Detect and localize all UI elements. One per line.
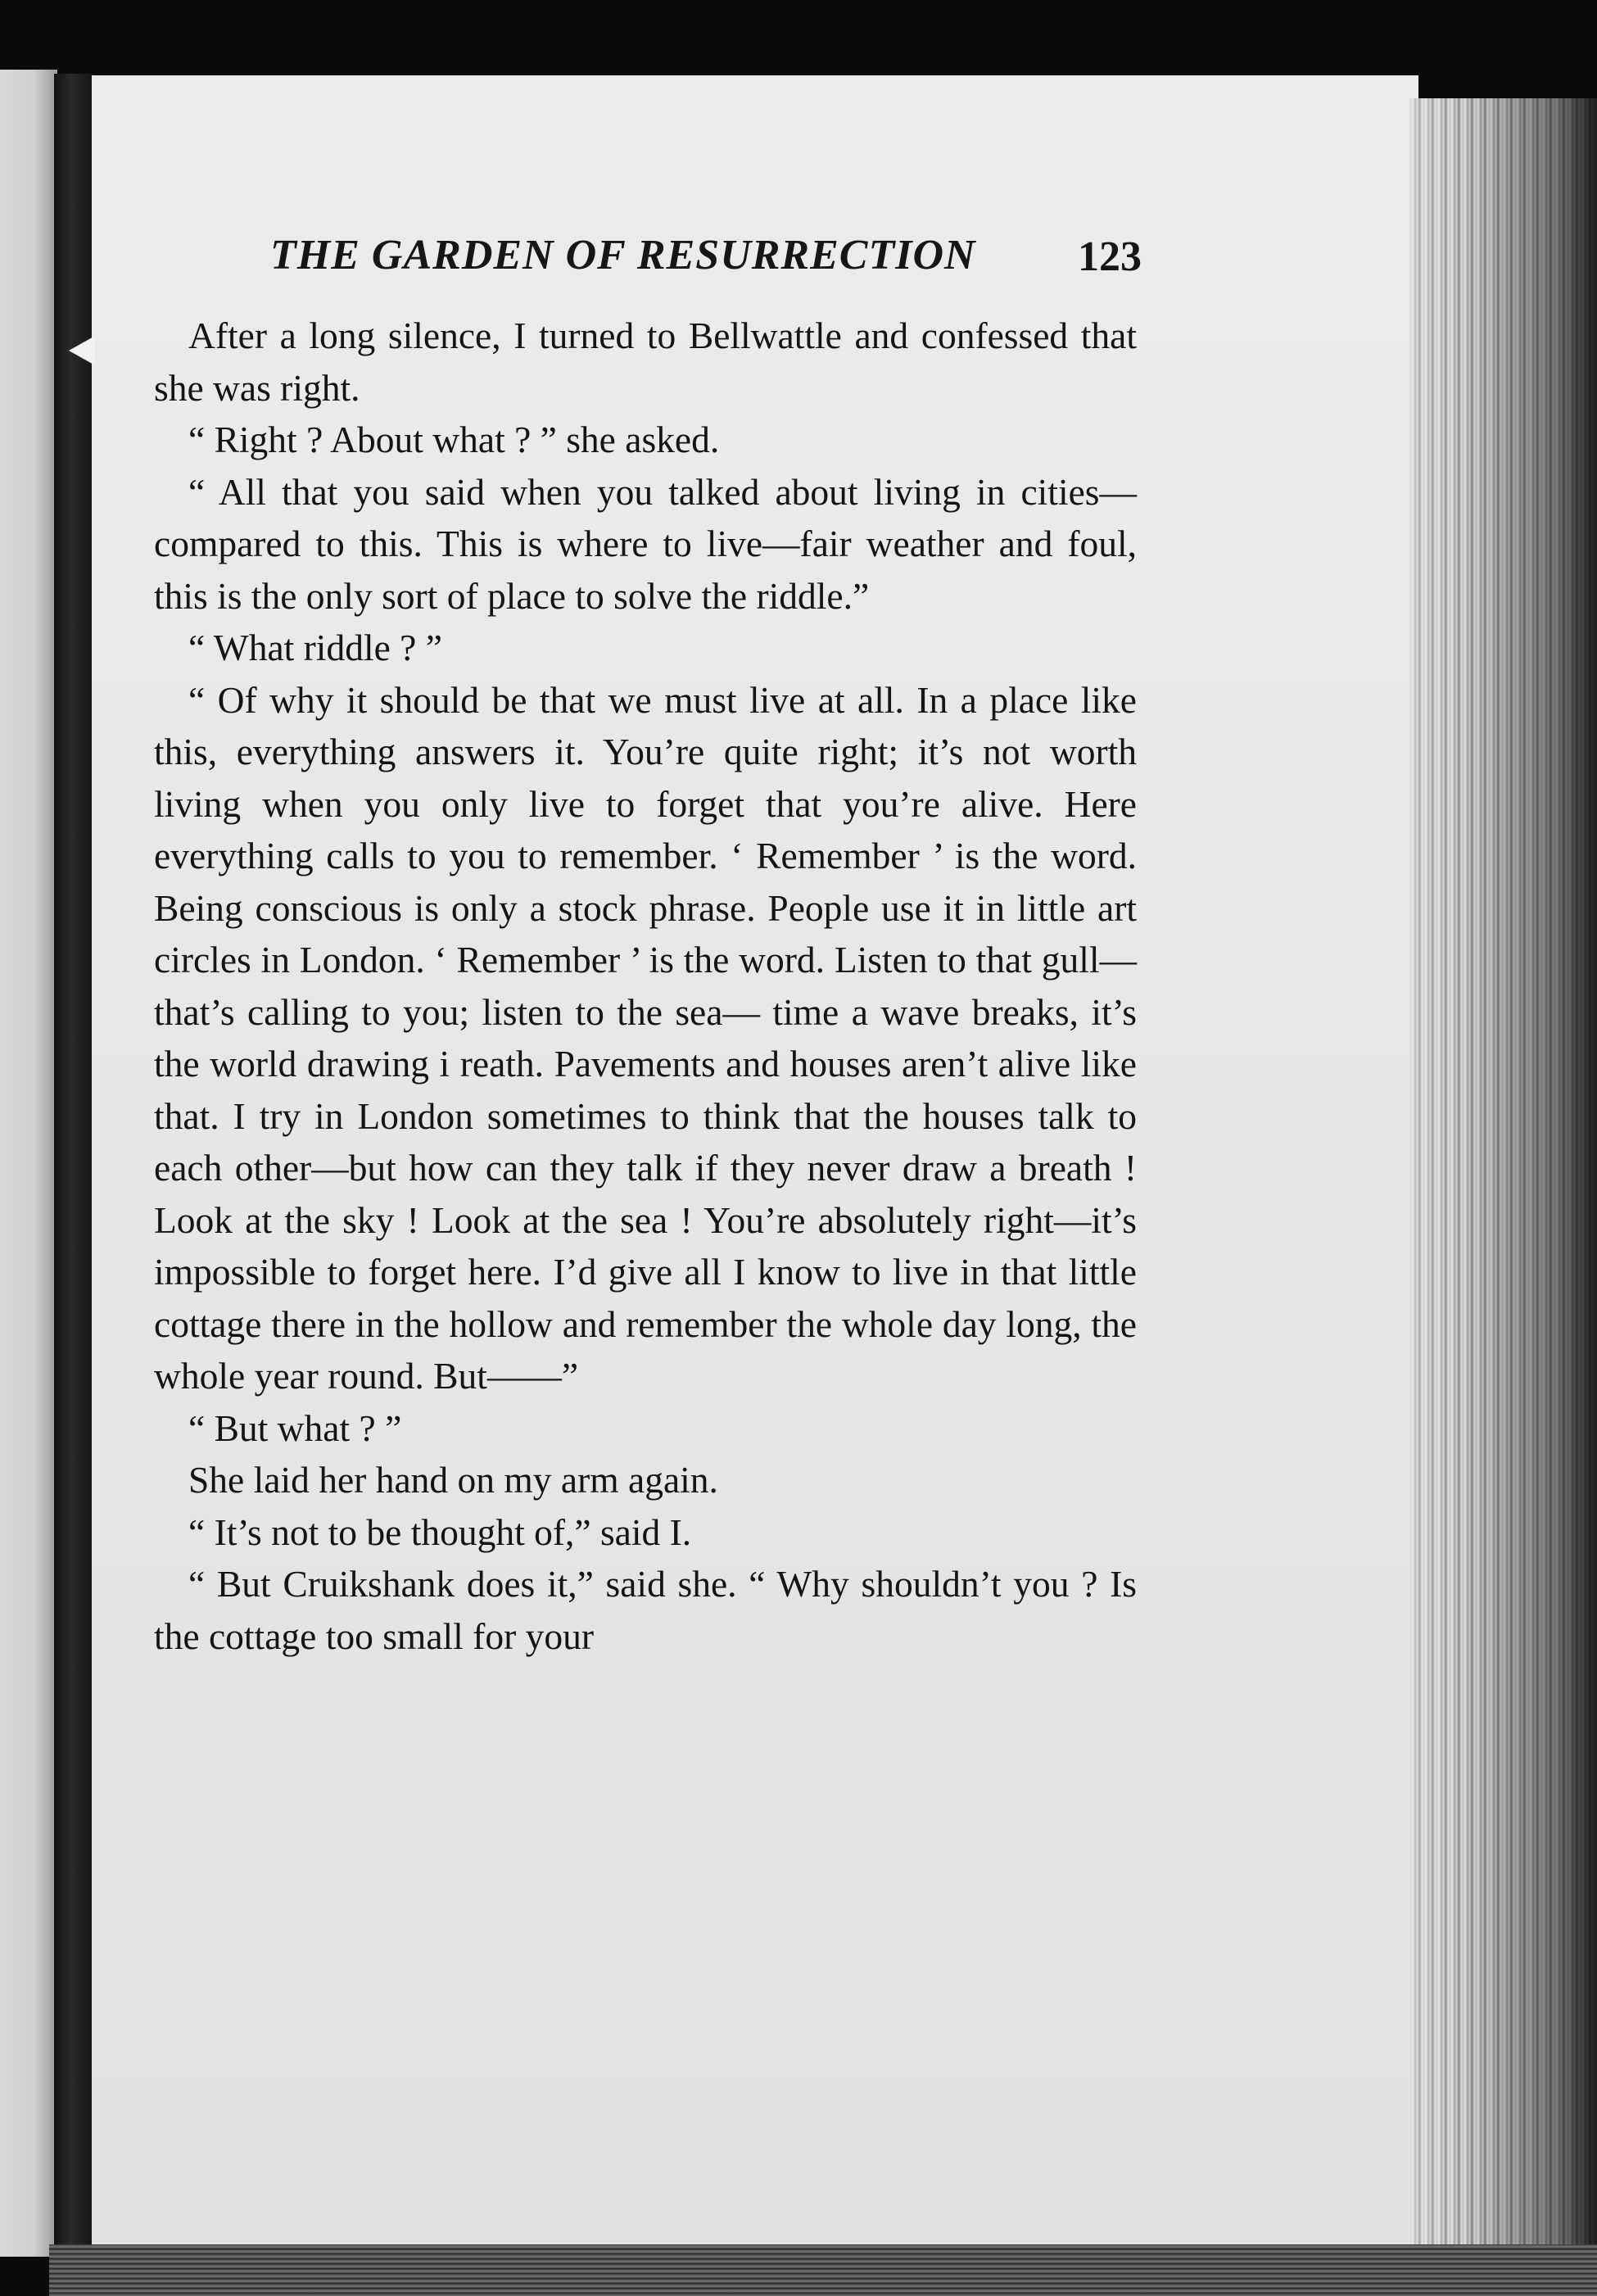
bookmark-tab <box>69 336 95 365</box>
paragraph: “ What riddle ? ” <box>188 627 442 668</box>
running-head-title: THE GARDEN OF RESURRECTION <box>270 232 976 279</box>
book-gutter <box>54 74 95 2253</box>
paragraph: “ But what ? ” <box>188 1406 402 1449</box>
paragraph: “ Of why it should be that we must live at all. In a place like this, everything answers it. You’re quite right; it’s not worth living when you only live to forget that you’re alive. Here everything calls to you to remember. ‘ Remember ’ is the word. Being conscious is only a stock phrase. People use it in little art circles in London. ‘ Remember ’ is the word. Listen to that gull—that’s calling to you; listen to the sea— time a wave breaks, it’s the world drawing i reath. Pavements and houses aren’t alive like that. I try in London sometimes to think that the houses talk to each other—but how can they talk if they never draw a breath ! Look at the sky ! Look at the sea ! You’re absolutely right—it’s impossible to forget here. I’d give all I know to live in that little cottage there in the hollow and remember the whole day long, the whole year round. But——” <box>154 678 1137 1397</box>
paragraph: “ Right ? About what ? ” she asked. <box>188 419 720 460</box>
paragraph: After a long silence, I turned to Bellwattle and confessed that she was right. <box>154 315 1137 409</box>
body-text <box>154 310 1137 1662</box>
paragraph: “ It’s not to be thought of,” said I. <box>188 1510 692 1553</box>
paragraph: “ But Cruikshank does it,” said she. “ Why shouldn’t you ? Is the cottage too small for your <box>154 1563 1137 1657</box>
paragraph: She laid her hand on my arm again. <box>188 1459 718 1501</box>
bottom-page-edges <box>49 2244 1597 2296</box>
page-edges-shadow <box>1409 98 1597 2261</box>
facing-page-edge <box>0 70 57 2257</box>
paragraph: “ All that you said when you talked about living in cities—compared to this. This is where to live—fair weather and foul, this is the only sort of place to solve the riddle.” <box>154 470 1137 617</box>
page-number: 123 <box>1078 233 1142 280</box>
